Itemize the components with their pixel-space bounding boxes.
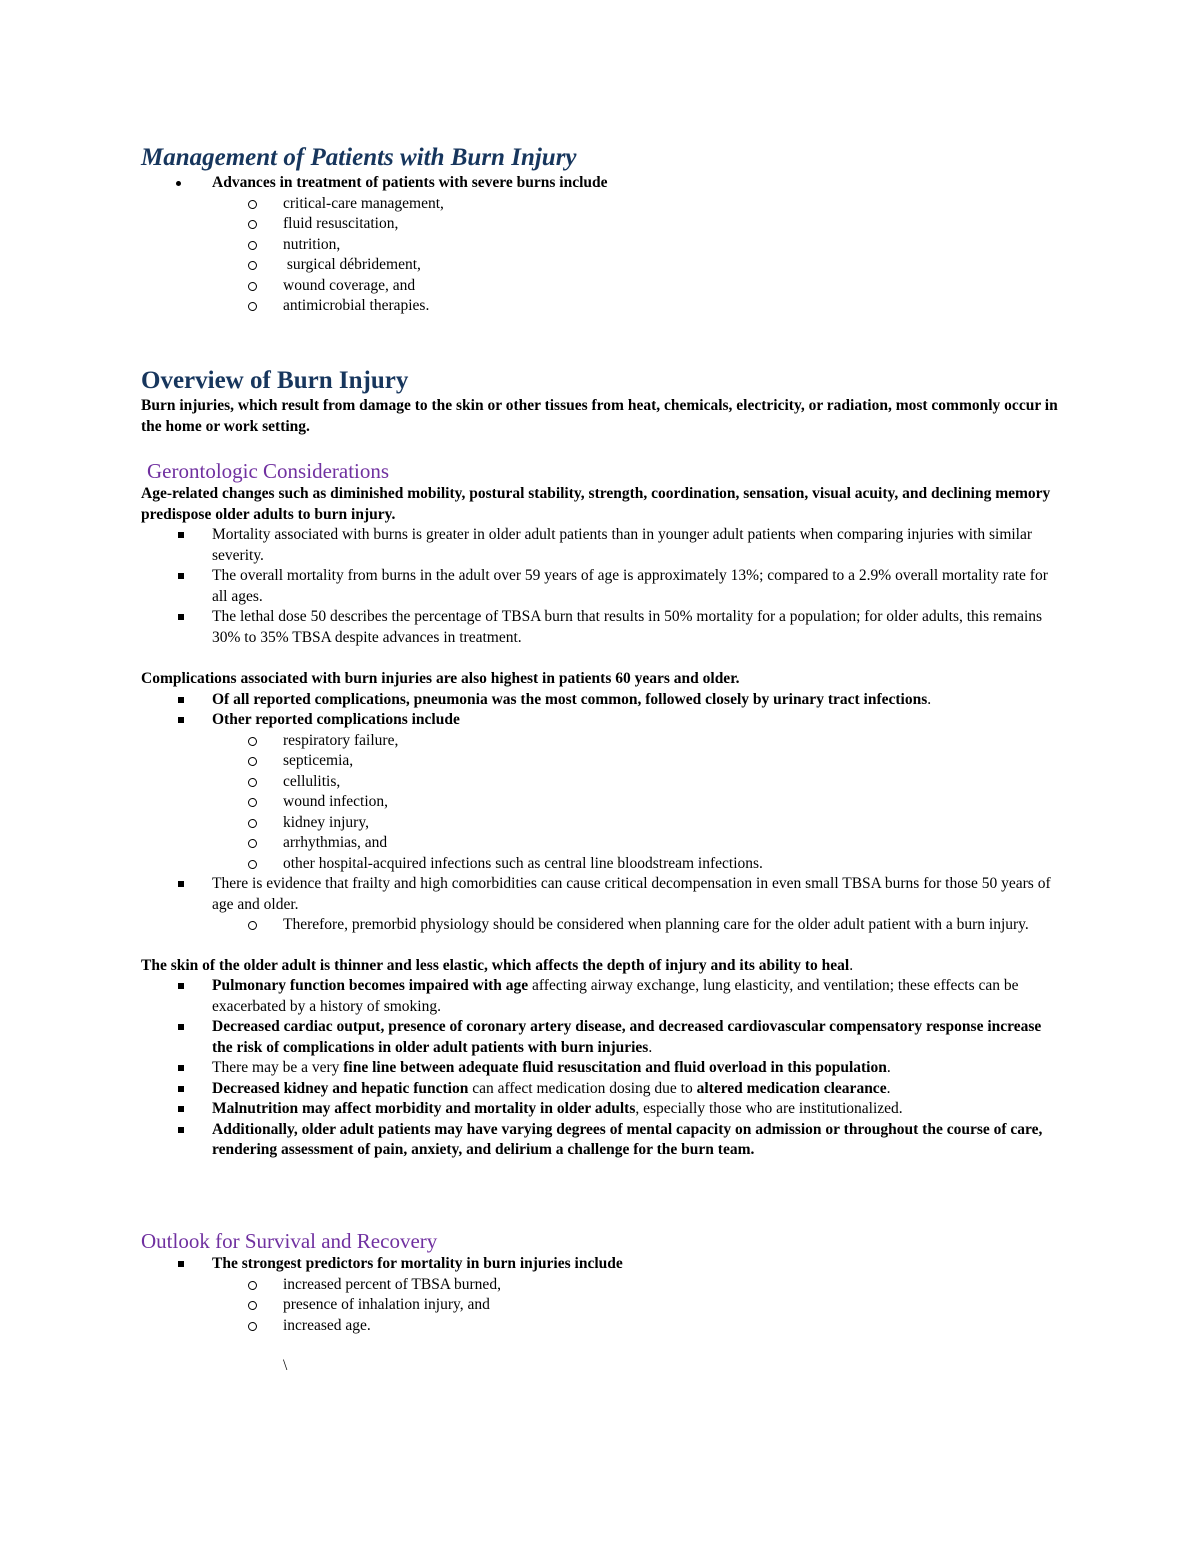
list-item: other hospital-acquired infections such as central line bloodstream infections. [141,854,1061,875]
heading-management: Management of Patients with Burn Injury [141,144,577,171]
circle-bullet-icon [248,1301,257,1310]
list-item: Mortality associated with burns is greater in older adult patients than in younger adult patients when comparing injuries with similar severity. [141,525,1061,566]
circle-bullet-icon [248,737,257,746]
list-item: kidney injury, [141,813,1061,834]
section-outlook [141,1228,1061,1377]
predictors-list [141,1254,1061,1336]
section-management [141,143,1061,317]
circle-bullet-icon [248,921,257,930]
list-item: Therefore, premorbid physiology should be considered when planning care for the older adult patient with a burn injury. [141,915,1061,936]
complications-list [141,690,1061,936]
square-bullet-icon [178,532,184,538]
circle-bullet-icon [248,798,257,807]
list-item: The overall mortality from burns in the adult over 59 years of age is approximately 13%; compared to a 2.9% overall mortality rate for all ages. [141,566,1061,607]
management-list [141,173,1061,317]
square-bullet-icon [178,573,184,579]
square-bullet-icon [178,614,184,620]
list-item: arrhythmias, and [141,833,1061,854]
list-item: The strongest predictors for mortality in burn injuries include [141,1254,1061,1275]
overview-intro: Burn injuries, which result from damage to the skin or other tissues from heat, chemicals, electricity, or radiation, most commonly occur in the home or work setting. [141,397,1058,435]
list-item: presence of inhalation injury, and [141,1295,1061,1316]
circle-bullet-icon [248,200,257,209]
list-item: wound infection, [141,792,1061,813]
trailing-backslash: \ [283,1357,288,1374]
circle-bullet-icon [248,241,257,250]
circle-bullet-icon [248,282,257,291]
mortality-list [141,525,1061,648]
skin-list [141,976,1061,1161]
square-bullet-icon [178,1106,184,1112]
skin-intro: The skin of the older adult is thinner and less elastic, which affects the depth of injury and its ability to heal. [141,956,854,974]
square-bullet-icon [178,697,184,703]
list-item: Decreased kidney and hepatic function can affect medication dosing due to altered medication clearance. [141,1079,1061,1100]
list-item: Of all reported complications, pneumonia was the most common, followed closely by urinary tract infections. [141,690,1061,711]
list-item: The lethal dose 50 describes the percentage of TBSA burn that results in 50% mortality for a population; for older adults, this remains 30% to 35% TBSA despite advances in treatment. [141,607,1061,648]
circle-bullet-icon [248,860,257,869]
list-item: Other reported complications include [141,710,1061,731]
list-item: Additionally, older adult patients may have varying degrees of mental capacity on admission or throughout the course of care, rendering assessment of pain, anxiety, and delirium a challenge for the burn team. [141,1120,1061,1161]
list-item: nutrition, [141,235,1061,256]
list-item: critical-care management, [141,194,1061,215]
list-item: Advances in treatment of patients with severe burns include [141,173,1061,194]
list-item: increased percent of TBSA burned, [141,1275,1061,1296]
circle-bullet-icon [248,220,257,229]
square-bullet-icon [178,1261,184,1267]
circle-bullet-icon [248,839,257,848]
square-bullet-icon [178,1024,184,1030]
list-item: surgical débridement, [141,255,1061,276]
list-item: septicemia, [141,751,1061,772]
bullet-icon [176,181,181,186]
complications-intro: Complications associated with burn injuries are also highest in patients 60 years and older. [141,670,740,687]
square-bullet-icon [178,881,184,887]
circle-bullet-icon [248,819,257,828]
square-bullet-icon [178,1127,184,1133]
circle-bullet-icon [248,778,257,787]
gerontologic-intro: Age-related changes such as diminished mobility, postural stability, strength, coordination, sensation, visual acuity, and declining memory predispose older adults to burn injury. [141,485,1051,523]
heading-gerontologic: Gerontologic Considerations [147,459,390,483]
list-item: antimicrobial therapies. [141,296,1061,317]
square-bullet-icon [178,1065,184,1071]
section-overview [141,366,1061,437]
heading-overview: Overview of Burn Injury [141,367,409,394]
circle-bullet-icon [248,1322,257,1331]
circle-bullet-icon [248,261,257,270]
circle-bullet-icon [248,1281,257,1290]
list-item: respiratory failure, [141,731,1061,752]
list-item: Malnutrition may affect morbidity and mortality in older adults, especially those who are institutionalized. [141,1099,1061,1120]
circle-bullet-icon [248,757,257,766]
list-item: There may be a very fine line between adequate fluid resuscitation and fluid overload in this population. [141,1058,1061,1079]
list-item: wound coverage, and [141,276,1061,297]
list-item: cellulitis, [141,772,1061,793]
list-item: Pulmonary function becomes impaired with age affecting airway exchange, lung elasticity, and ventilation; these effects can be exacerbated by a history of smoking. [141,976,1061,1017]
heading-outlook: Outlook for Survival and Recovery [141,1229,438,1253]
list-item: fluid resuscitation, [141,214,1061,235]
circle-bullet-icon [248,302,257,311]
section-gerontologic [141,458,1061,1161]
square-bullet-icon [178,717,184,723]
list-item: increased age. [141,1316,1061,1337]
square-bullet-icon [178,983,184,989]
list-item: There is evidence that frailty and high comorbidities can cause critical decompensation in even small TBSA burns for those 50 years of age and older. [141,874,1061,915]
square-bullet-icon [178,1086,184,1092]
list-item: Decreased cardiac output, presence of coronary artery disease, and decreased cardiovascular compensatory response increase the risk of complications in older adult patients with burn injuries. [141,1017,1061,1058]
